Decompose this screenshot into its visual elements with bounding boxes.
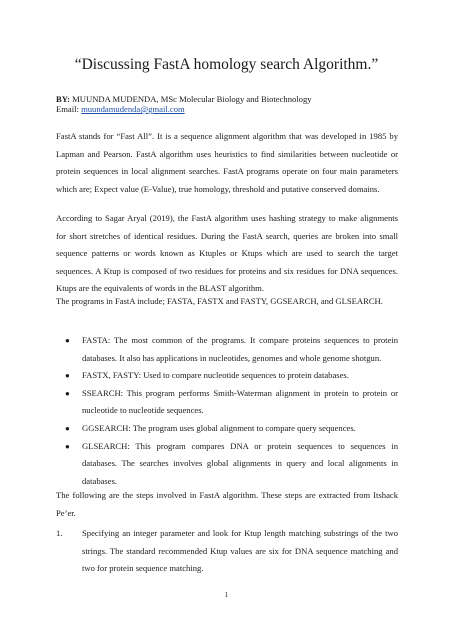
bullet-icon: ● [65,441,70,451]
email-line [56,104,185,115]
bullet-icon: ● [65,423,70,433]
author-name: MUUNDA MUDENDA, MSc Molecular Biology and Biotechnology [70,94,312,104]
list-item: ● GLSEARCH: This program compares DNA or protein sequences to sequences in databases. The searches involves global alignments in query and local alignments in databases. [56,438,398,491]
paragraph-programs: The programs in FastA include; FASTA, FASTX and FASTY, GGSEARCH, and GLSEARCH. [56,296,383,306]
paragraph-intro: FastA stands for “Fast All”. It is a sequence alignment algorithm that was developed in 1985 by Lapman and Pearson. FastA algorithm uses heuristics to find similarities between nucleotide or protein sequences in local alignment searches. FastA programs operate on four main parameters which are; Expect value (E-Value), true homology, threshold and putative conserved domains. [56,131,398,194]
step-number: 1. [56,528,63,538]
list-item: ● GGSEARCH: The program uses global alignment to compare query sequences. [56,420,398,438]
paragraph-steps-intro: The following are the steps involved in FastA algorithm. These steps are extracted from Itshack Pe’er. [56,490,398,518]
email-link[interactable]: muundamudenda@gmail.com [81,104,185,114]
document-title: “Discussing FastA homology search Algorithm.” [74,56,379,73]
list-item: ● FASTX, FASTY: Used to compare nucleotide sequences to protein databases. [56,367,398,385]
program-list [56,332,398,490]
page-number: 1 [224,591,229,599]
steps-list [56,525,398,578]
bullet-icon: ● [65,336,70,345]
list-item: ● FASTA: The most common of the programs. It compare proteins sequences to protein databases. It also has applications in nucleotides, genomes and whole genome shotgun. [56,332,398,367]
list-item: ● SSEARCH: This program performs Smith-Waterman alignment in protein to protein or nucleotide to nucleotide sequences. [56,385,398,420]
list-item [56,525,398,578]
step-text: Specifying an integer parameter and look for Ktup length matching substrings of the two strings. The standard recommended Ktup values are six for DNA sequence matching and two for protein sequence matching. [82,528,398,574]
by-label: BY: [56,94,71,104]
email-label: Email: [56,104,82,114]
bullet-icon: ● [65,371,70,381]
paragraph-ktup: According to Sagar Aryal (2019), the FastA algorithm uses hashing strategy to make alignments for short stretches of identical residues. During the FastA search, queries are broken into small sequence patterns or words known as Ktuples or Ktups which are used to search the target sequences. A Ktup is composed of two residues for proteins and six residues for DNA sequences. Ktups are the equivalents of words in the BLAST algorithm. [56,213,398,294]
bullet-icon: ● [65,388,70,398]
